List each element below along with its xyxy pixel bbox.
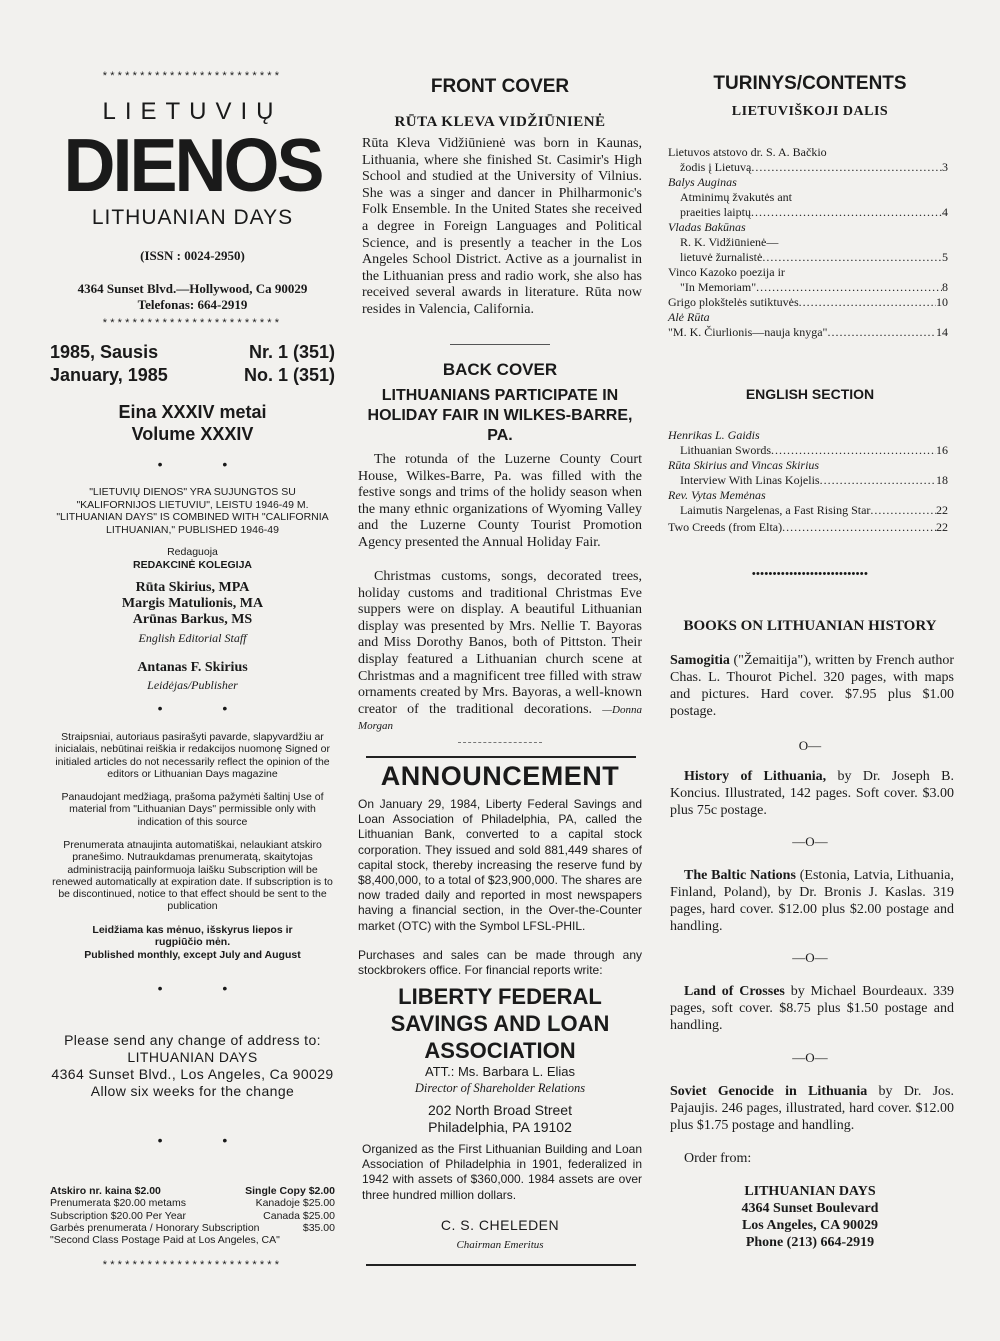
separator: O— [798,738,822,753]
toc-row [668,250,948,265]
price-row [50,1197,335,1209]
toc-page: 3 [942,160,948,174]
toc-author: Alė Rūta [668,310,710,324]
date-en: January, 1985 [50,365,168,385]
price-label: Prenumerata $20.00 metams [50,1197,186,1210]
issue-date-lt [50,342,335,363]
toc-author: Rūta Skirius and Vincas Skirius [668,458,820,472]
bank-name: LIBERTY FEDERAL SAVINGS AND LOAN ASSOCIATION [390,984,610,1063]
toc-title: Lithuanian Swords [680,443,771,457]
star-divider-top: ************************ [102,70,283,82]
announcement-rule-top [366,756,636,758]
book-title: Soviet Genocide in Lithuania [670,1084,868,1099]
change-line: LITHUANIAN DAYS [127,1049,258,1065]
book-details: ("Žemaitija"), written by French author Chas. L. Thourot Pichel. 320 pages, with maps and pictures. Hard cover. $7.95 plus $1.00 postage. [670,653,954,719]
toc-entry [668,458,948,488]
change-of-address [50,1032,335,1100]
frequency-lt: Leidžiama kas mėnuo, išskyrus liepos ir rugpiūčio mėn. [92,924,293,949]
order-address [666,1183,954,1251]
announcement-text: Organized as the First Lithuanian Building and Loan Association of Philadelphia in 1901, federalized in 1942 with assets of $360,000. 1984 assets are over three hundred million dollars. [362,1142,642,1202]
toc-title: Grigo plokštelės sutiktuvės [668,295,799,309]
price-value: Kanadoje $25.00 [255,1197,335,1210]
editor-name: Margis Matulionis, MA [121,596,264,611]
toc-entry [668,520,948,535]
order-line: 4364 Sunset Boulevard [741,1201,879,1216]
toc-title: žodis į Lietuvą [680,160,752,174]
toc-entry [668,220,948,265]
price-value: Canada $25.00 [263,1209,335,1222]
postage-note: "Second Class Postage Paid at Los Angeles, CA" [50,1234,280,1247]
toc-page: 18 [936,473,948,487]
chairman-name: C. S. CHELEDEN [440,1217,560,1233]
toc-entry [668,295,948,310]
bullet-rule: •••••••••••••••••••••••••••• [751,568,869,580]
toc-row [668,503,948,518]
toc-author: Balys Auginas [668,175,737,189]
back-cover-text [358,569,642,735]
masthead-title-small: LIETUVIŲ [102,98,283,125]
toc-entry [668,488,948,518]
announcement-heading: ANNOUNCEMENT [380,761,620,791]
issn: (ISSN : 0024-2950) [140,248,245,263]
book-title: Samogitia [670,653,730,668]
english-contents-list [668,428,948,535]
change-line: Allow six weeks for the change [90,1083,295,1099]
masthead-title-english: LITHUANIAN DAYS [91,206,294,229]
contents-heading: TURINYS/CONTENTS [713,73,907,94]
toc-title: Laimutis Nargelenas, a Fast Rising Star [680,503,871,517]
toc-title-line: R. K. Vidžiūnienė— [680,235,779,249]
attention-title: Director of Shareholder Relations [414,1081,586,1095]
toc-page: 10 [936,295,948,309]
toc-row [668,160,948,175]
price-label: Garbės prenumerata / Honorary Subscription [50,1221,260,1234]
toc-page: 22 [936,503,948,517]
toc-title: "M. K. Čiurlionis—nauja knyga" [668,325,828,339]
toc-row [668,443,948,458]
book-entry [670,983,954,1034]
order-line: Phone (213) 664-2919 [745,1235,875,1250]
star-divider-bottom: ************************ [102,1259,283,1271]
toc-page: 22 [936,520,948,534]
separator: —O— [792,1050,828,1065]
book-details: by Dr. Jos. Pajaujis. 246 pages, illustrated, hard cover. $12.00 plus $1.75 postage and handling. [670,1084,954,1133]
bullet-divider: • • [157,980,256,996]
toc-title-line: Lietuvos atstovo dr. S. A. Bačkio [668,145,827,159]
english-section-heading: ENGLISH SECTION [745,386,875,402]
price-table [50,1185,335,1246]
bank-street: 202 North Broad Street [428,1102,572,1118]
toc-page: 8 [942,280,948,294]
price-label: Atskiro nr. kaina $2.00 [50,1185,161,1197]
publisher-title: Leidėjas/Publisher [147,678,238,692]
announcement-text: On January 29, 1984, Liberty Federal Savings and Loan Association of Philadelphia, PA, called the Lithuanian Bank, converted to a capital stock corporation. They issued and sold 881,449 shares of capital stock, thereby increasing the reserve fund by $8,400,000, to a total of $23,900,000. The shares are now traded daily and reported in most newspapers having a financial section, in the Over-the-Counter market (OTC) with the Symbol LFSL-PHIL. [358,797,642,933]
change-line: 4364 Sunset Blvd., Los Angeles, Ca 90029 [51,1066,334,1082]
front-cover-name: RŪTA KLEVA VIDŽIŪNIENĖ [394,114,606,130]
attention-line: ATT.: Ms. Barbara L. Elias [424,1064,576,1079]
toc-title: lietuvė žurnalistė [680,250,763,264]
price-row [50,1185,335,1197]
toc-title-line: Vinco Kazoko poezija ir [668,265,785,279]
bullet-divider: • • [157,456,256,472]
lithuanian-section-heading: LIETUVIŠKOJI DALIS [731,104,889,119]
toc-author: Vladas Bakūnas [668,220,746,234]
date-lt: 1985, Sausis [50,342,159,362]
renewal-notice: Prenumerata atnaujinta automatiškai, nelaukiant atskiro pranešimo. Nutraukdamas prenumeratą, skaitytojas administraciją painformuoja laišku Subscription will be renewed automatically at expiration date. If subscription is to be discontinued, notice to that effect should be sent to the publication [52,839,333,913]
masthead-logo: DIENOS [63,124,322,208]
publisher-name: Antanas F. Skirius [137,660,248,675]
toc-page: 14 [936,325,948,339]
toc-row [668,520,948,535]
announcement-text: Purchases and sales can be made through any stockbrokers office. For financial reports write: [358,948,642,978]
back-cover-paragraph: Christmas customs, songs, decorated trees, holiday customs and traditional Christmas Eve suppers were on display. A beautiful Lithuanian display was presented by Mrs. Nellie T. Bayoras and Miss Dorothy Banos, both of Pittston. Their display featured a Lithuanian church scene at Christmas and a magnificent tree filled with straw ornaments created by Mrs. Bayoras, a well-known creator of the traditional decorations. [358,569,642,717]
number-lt: Nr. 1 (351) [248,342,335,362]
editorial-board-label: REDAKCINĖ KOLEGIJA [132,559,252,571]
books-heading: BOOKS ON LITHUANIAN HISTORY [683,618,937,634]
combined-notice: "LIETUVIŲ DIENOS" YRA SUJUNGTOS SU "KALIFORNIJOS LIETUVIU", LEISTU 1946-49 M. "LITHUANIAN DAYS" IS COMBINED WITH "CALIFORNIA LITHUANIAN," PUBLISHED 1946-49 [56,486,329,536]
book-details: by Michael Bourdeaux. 339 pages, soft cover. $8.75 plus $1.50 postage and handling. [670,984,955,1033]
volume-lt: Eina XXXIV metai [118,402,267,422]
toc-title: Two Creeds (from Elta) [668,520,783,534]
disclaimer: Straipsniai, autoriaus pasirašyti pavarde, slapyvardžiu ar inicialais, nebūtinai reiškia ir redakcijos nuomonę Signed or initialed articles do not necessarily reflect the opinion of the editors or Lithuanian Days magazine [55,731,330,780]
star-divider: ************************ [102,317,283,329]
toc-row [668,205,948,220]
front-cover-text: Rūta Kleva Vidžiūnienė was born in Kaunas, Lithuania, where she finished St. Casimir's High School and studied at the University of Vilnius. She was a singer and dancer in Philharmonic's Folk Ensemble. In the United States she received a degree in Foreign Languages and Political Science, and is presently a teacher in the Los Angeles School District. Active as a journalist in the Lithuanian press and radio work, she also has received several awards in literature. Rūta now resides in Valencia, California. [362,136,642,317]
toc-row [668,473,948,488]
back-cover-title: LITHUANIANS PARTICIPATE IN HOLIDAY FAIR IN WILKES-BARRE, PA. [367,387,633,444]
number-en: No. 1 (351) [243,365,335,385]
change-line: Please send any change of address to: [64,1032,321,1048]
toc-title-line: Atminimų žvakutės ant [680,190,792,204]
price-value: Single Copy $2.00 [245,1185,335,1197]
bullet-divider: • • [157,1132,256,1148]
toc-author: Rev. Vytas Memėnas [668,488,766,502]
publication-frequency [50,924,335,961]
toc-title: Interview With Linas Kojelis [680,473,820,487]
toc-page: 5 [942,250,948,264]
bullet-divider: • • [157,700,256,716]
price-row [50,1222,335,1234]
order-from-label: Order from: [684,1151,752,1166]
issue-date-en [50,365,335,386]
address: 4364 Sunset Blvd.—Hollywood, Ca 90029 [77,281,308,296]
toc-page: 4 [942,205,948,219]
order-line: Los Angeles, CA 90029 [741,1218,879,1233]
toc-entry [668,428,948,458]
toc-row [668,280,948,295]
book-entry [670,1083,954,1134]
book-title: The Baltic Nations [684,868,796,883]
lithuanian-contents-list [668,145,948,340]
volume-en: Volume XXXIV [131,424,254,444]
announcement-rule-bottom [366,1264,636,1266]
editor-name: Arūnas Barkus, MS [132,612,253,627]
price-row [50,1210,335,1222]
price-value: $35.00 [302,1221,335,1234]
toc-entry [668,175,948,220]
price-label: Subscription $20.00 Per Year [50,1209,187,1222]
divider [450,344,550,345]
toc-row [668,325,948,340]
toc-entry [668,310,948,340]
book-details: (Estonia, Latvia, Lithuania, Finland, Poland), by Dr. Bronis J. Kaslas. 319 pages, hard cover. $12.00 plus $2.00 postage and handling. [670,868,955,934]
book-entry [670,867,954,935]
reprint-permission: Panaudojant medžiagą, prašoma pažymėti šaltinį Use of material from "Lithuanian Days" permissible only with indication of this source [61,791,324,828]
book-entry [670,768,954,819]
divider [458,742,542,743]
editor-name: Rūta Skirius, MPA [135,580,250,595]
chairman-title: Chairman Emeritus [456,1239,544,1251]
toc-author: Henrikas L. Gaidis [668,428,760,442]
editor-list [50,580,335,628]
book-title: History of Lithuania, [684,769,827,784]
order-line: LITHUANIAN DAYS [744,1184,876,1199]
toc-title: praeities laiptų [680,205,751,219]
back-cover-heading: BACK COVER [442,360,558,379]
front-cover-heading: FRONT COVER [430,76,570,97]
separator: —O— [792,834,828,849]
bank-city: Philadelphia, PA 19102 [428,1119,572,1135]
toc-page: 16 [936,443,948,457]
toc-title: "In Memoriam" [680,280,757,294]
toc-entry [668,145,948,175]
toc-row [668,295,948,310]
phone: Telefonas: 664-2919 [137,297,248,312]
separator: —O— [792,950,828,965]
toc-entry [668,265,948,295]
book-details: by Dr. Joseph B. Koncius. Illustrated, 142 pages. Soft cover. $3.00 plus 75c postage. [670,769,955,818]
book-entry [670,652,954,720]
editorial-staff-label: English Editorial Staff [138,631,247,645]
frequency-en: Published monthly, except July and August [84,948,301,961]
article-signature: —Donna Morgan [358,703,642,733]
book-title: Land of Crosses [684,984,785,999]
back-cover-paragraph: The rotunda of the Luzerne County Court House, Wilkes-Barre, Pa. was filled with the festive songs and trims of the holidy season when the many ethnic organizations of Wyoming Valley and the Luzerne County Tourist Promotion Agency presented the Annual Holiday Fair. [358,452,642,550]
redaguoja-label: Redaguoja [167,546,218,558]
